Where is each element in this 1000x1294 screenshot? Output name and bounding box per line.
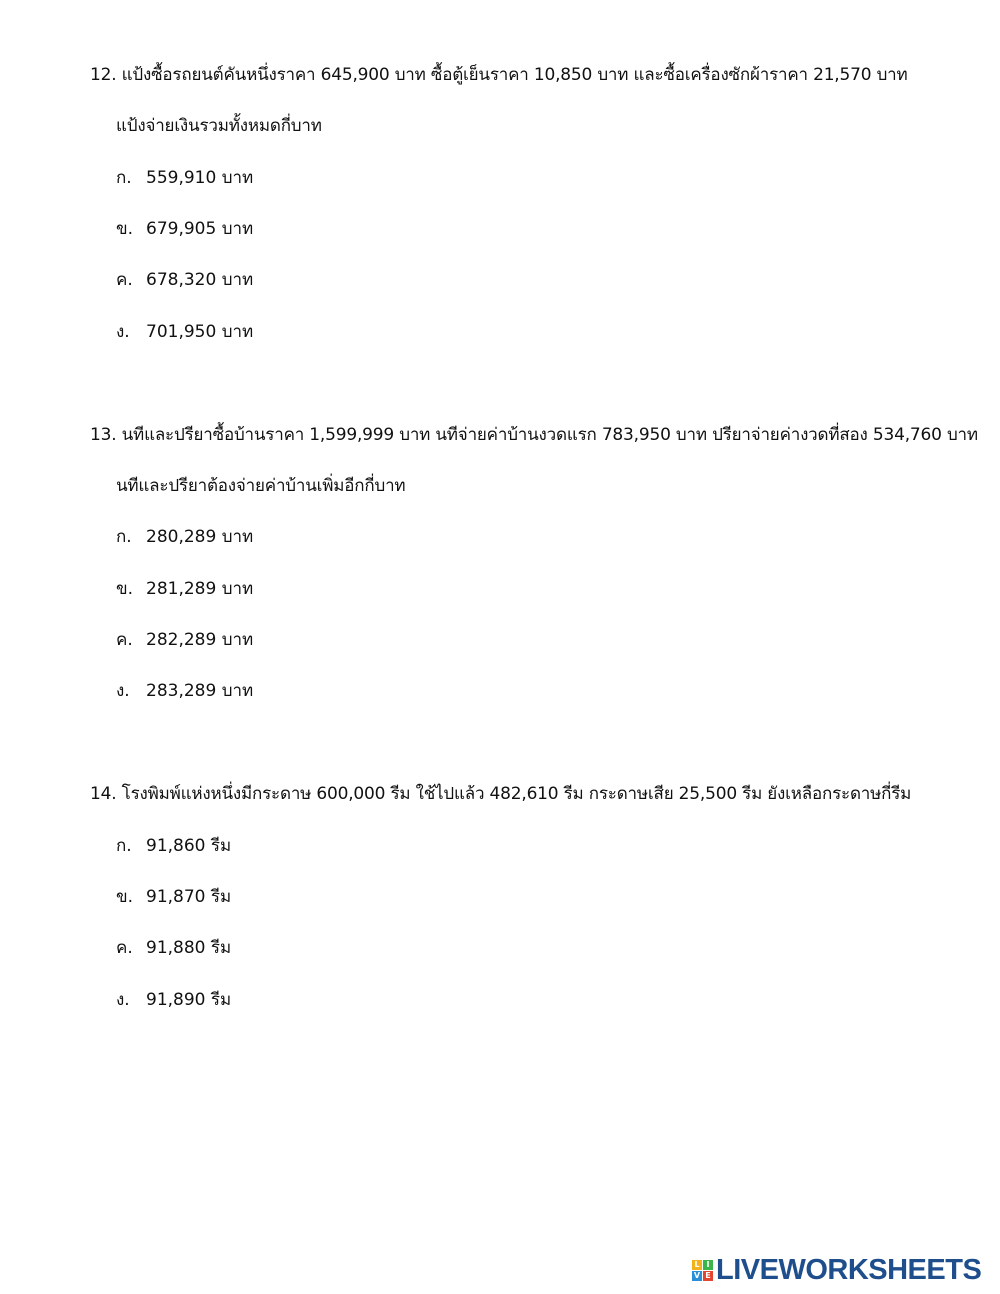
option-letter: ข. [116,219,134,239]
question-12-text-cont: แป้งจ่ายเงินรวมทั้งหมดกี่บาท [116,116,322,136]
liveworksheets-logo [692,1254,981,1286]
logo-badge-letter: E [703,1271,713,1281]
option-letter: ข. [116,579,134,599]
logo-badge-letter: L [692,1260,702,1270]
question-14-text: 14. โรงพิมพ์แห่งหนึ่งมีกระดาษ 600,000 รีม ใช้ไปแล้ว 482,610 รีม กระดาษเสีย 25,500 รีม ยังเหลือกระดาษกี่รีม [90,784,912,804]
logo-badge-icon [692,1260,713,1281]
option-letter: ค. [116,630,133,650]
option-text: 283,289 บาท [146,681,254,701]
question-13-text: 13. นทีและปรียาซื้อบ้านราคา 1,599,999 บาท นทีจ่ายค่าบ้านงวดแรก 783,950 บาท ปรียาจ่ายค่างวดที่สอง 534,760 บาท [90,425,978,445]
option-text: 281,289 บาท [146,579,254,599]
option-text: 282,289 บาท [146,630,254,650]
question-12-option-b[interactable] [116,218,253,240]
option-text: 559,910 บาท [146,168,254,188]
option-text: 91,860 รีม [146,836,232,856]
question-14-option-c[interactable] [116,937,231,959]
question-12-option-d[interactable] [116,321,253,343]
option-letter: ค. [116,270,133,290]
option-letter: ค. [116,938,133,958]
logo-badge-letter: I [703,1260,713,1270]
question-13-text-cont: นทีและปรียาต้องจ่ายค่าบ้านเพิ่มอีกกี่บาท [116,476,406,496]
logo-badge-letter: V [693,1270,701,1280]
option-text: 679,905 บาท [146,219,254,239]
option-text: 678,320 บาท [146,270,254,290]
option-letter: ง. [116,990,130,1010]
option-text: 91,880 รีม [146,938,232,958]
question-13-option-d[interactable] [116,680,253,702]
option-letter: ก. [116,836,132,856]
option-letter: ข. [116,887,134,907]
question-14-option-d[interactable] [116,989,231,1011]
option-text: 701,950 บาท [146,322,254,342]
question-14-option-a[interactable] [116,835,231,857]
option-text: 91,890 รีม [146,990,232,1010]
question-12-option-a[interactable] [116,167,253,189]
question-14-option-b[interactable] [116,886,231,908]
option-letter: ก. [116,527,132,547]
option-text: 280,289 บาท [146,527,254,547]
option-text: 91,870 รีม [146,887,232,907]
option-letter: ก. [116,168,132,188]
logo-text: LIVEWORKSHEETS [716,1253,982,1286]
question-12-option-c[interactable] [116,269,253,291]
question-13-option-b[interactable] [116,578,253,600]
question-13-option-a[interactable] [116,526,253,548]
option-letter: ง. [116,681,130,701]
option-letter: ง. [116,322,130,342]
question-13-option-c[interactable] [116,629,253,651]
question-12-text: 12. แป้งซื้อรถยนต์คันหนึ่งราคา 645,900 บาท ซื้อตู้เย็นราคา 10,850 บาท และซื้อเครื่องซักผ้าราคา 21,570 บาท [90,65,908,85]
